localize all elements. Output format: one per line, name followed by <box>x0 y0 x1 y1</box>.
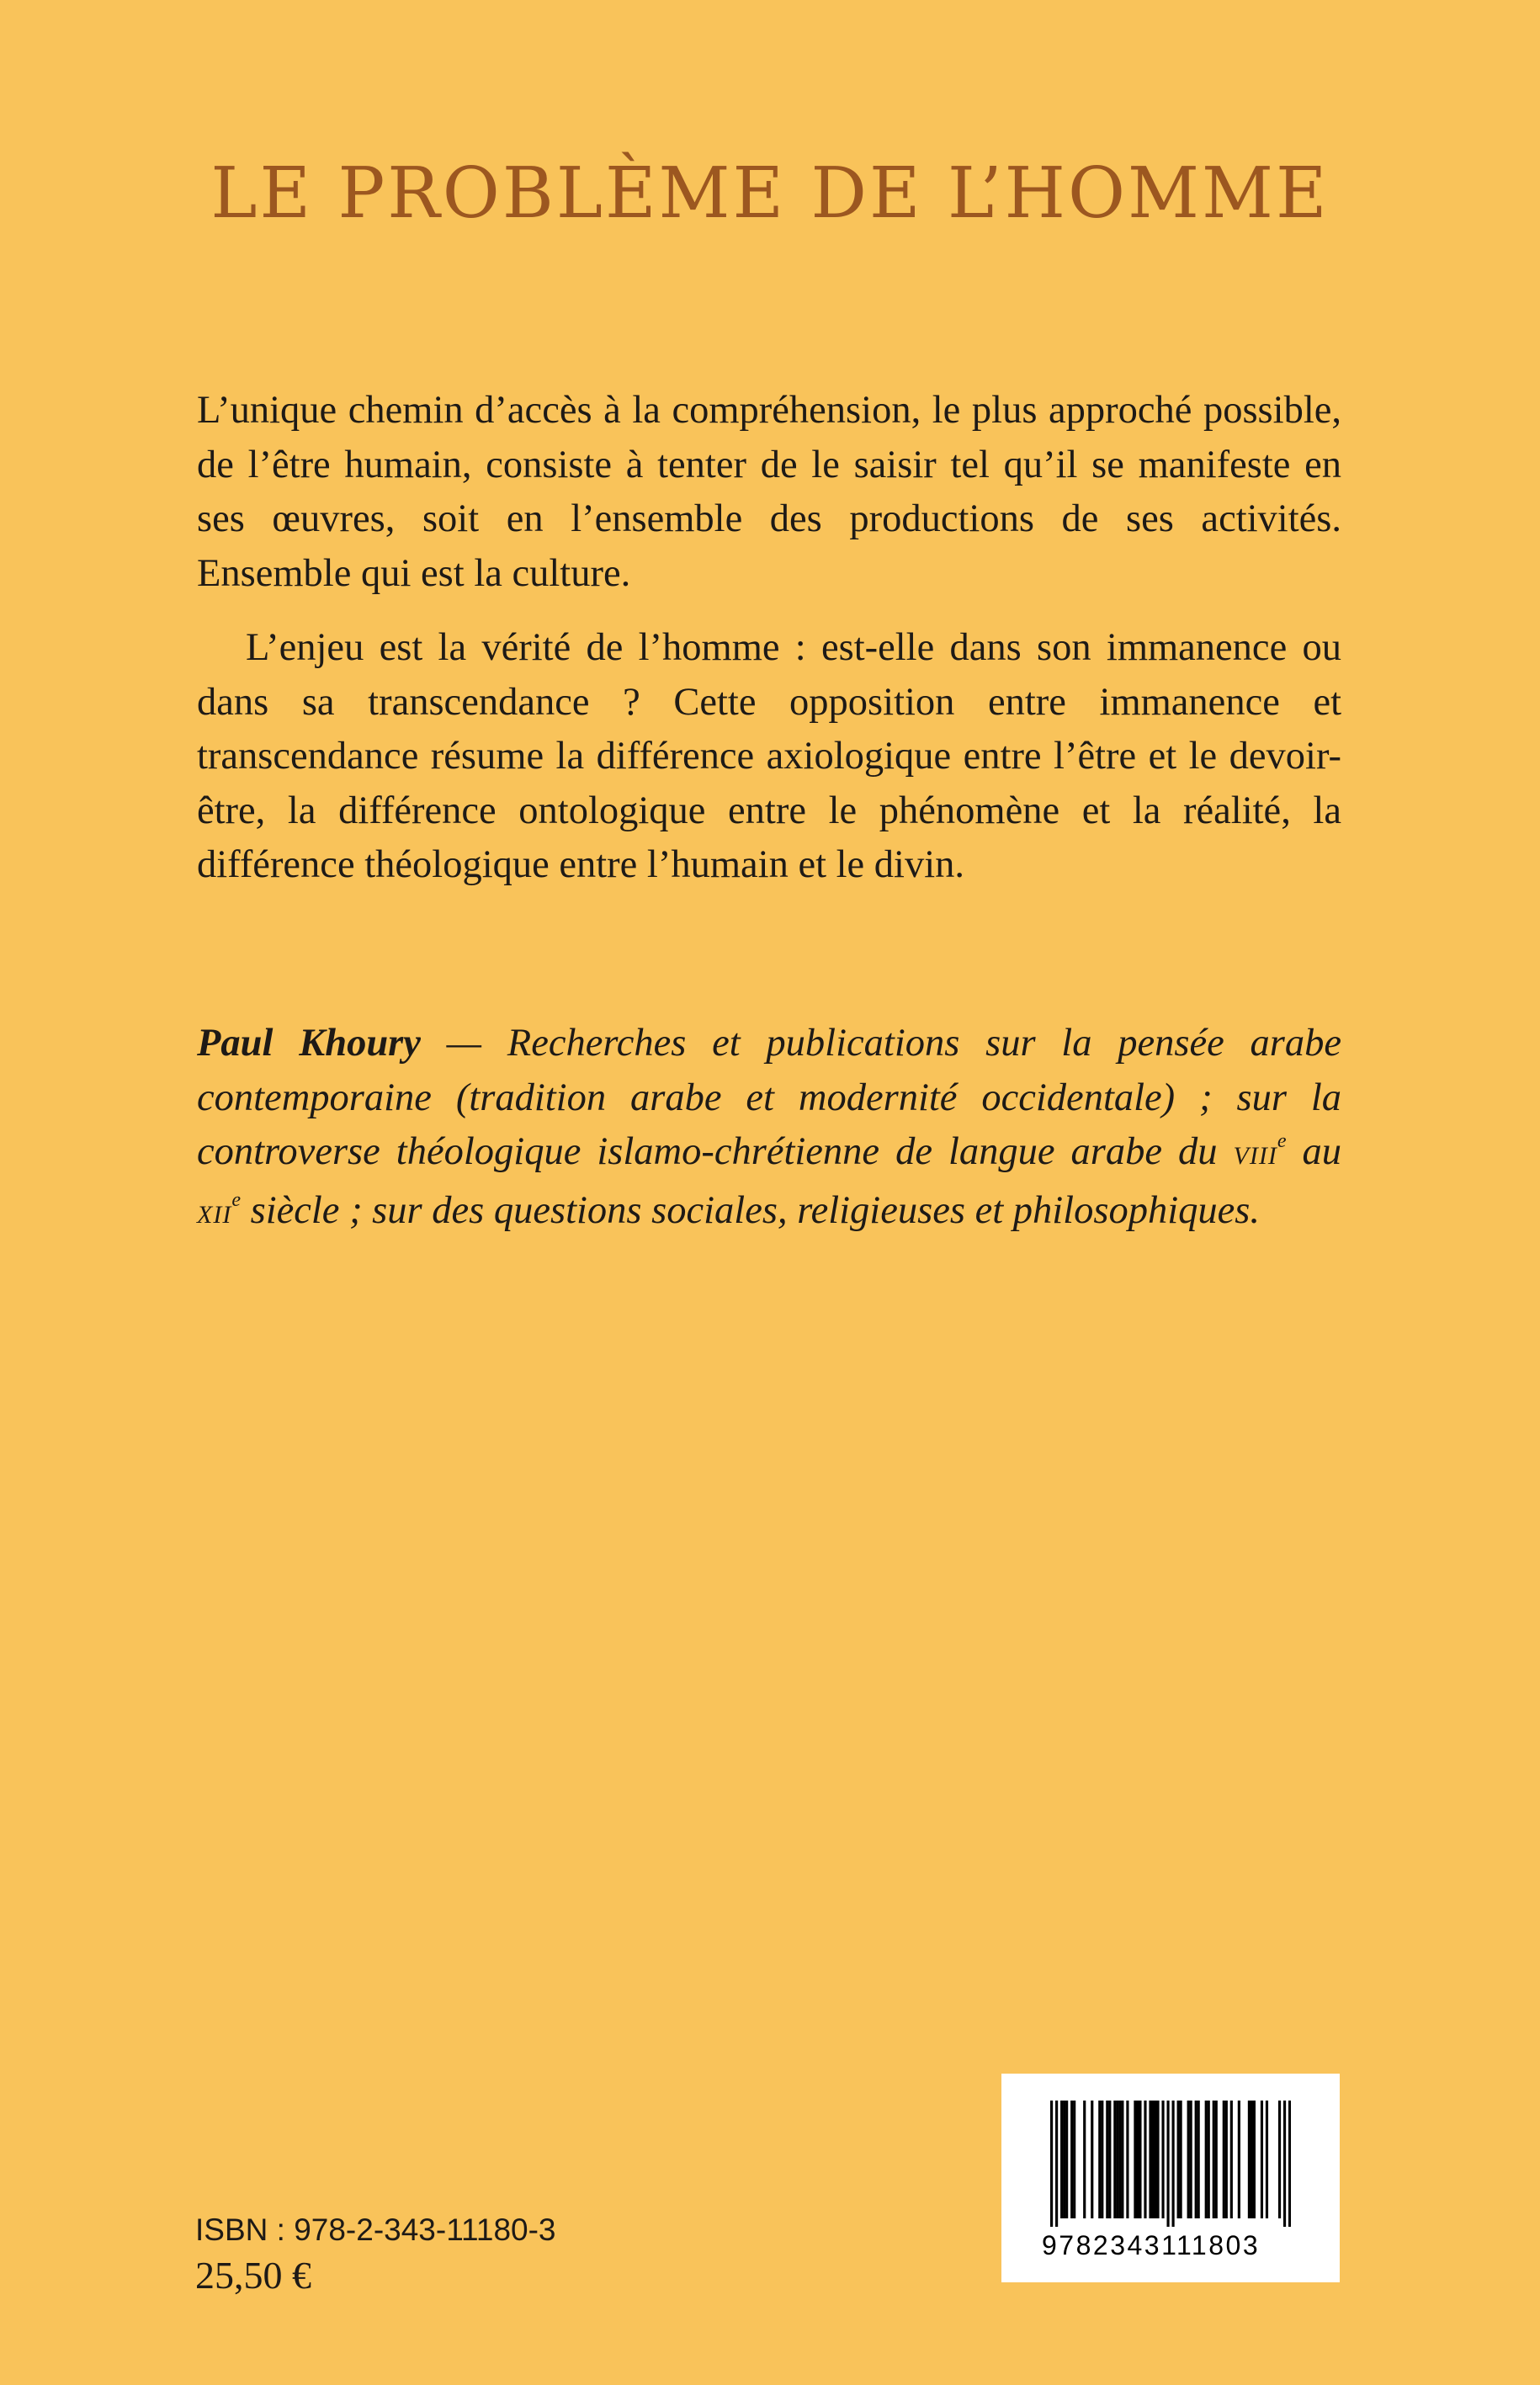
barcode-bar <box>1121 2101 1123 2218</box>
bio-text-2: au <box>1286 1130 1342 1173</box>
barcode-bar <box>1288 2101 1291 2227</box>
barcode-bar <box>1154 2101 1156 2218</box>
century-end-suffix: e <box>231 1188 241 1211</box>
barcode-bar <box>1065 2101 1068 2218</box>
barcode-bar <box>1101 2101 1103 2218</box>
author-name: Paul Khoury <box>197 1022 421 1065</box>
barcode-bar <box>1205 2101 1208 2218</box>
description-paragraph-2: L’enjeu est la vérité de l’homme : est-elle dans son immanence ou dans sa transcendance ? Cette opposition entre immanence et transcendance résume la différence axiologique entre l’être et le devoir-être, la différence ontologique entre le phénomène et la réalité, la différence théologique entre l’humain et le divin. <box>197 626 1341 886</box>
book-title: LE PROBLÈME DE L’HOMME <box>210 152 1330 234</box>
barcode-bar <box>1116 2101 1118 2218</box>
barcode-bar <box>1253 2101 1256 2218</box>
barcode-bar <box>1060 2101 1063 2218</box>
barcode-bar <box>1126 2101 1128 2218</box>
century-start: VIII <box>1233 1142 1277 1170</box>
barcode <box>1001 2074 1340 2282</box>
barcode-bar <box>1113 2101 1116 2218</box>
barcode-bar <box>1151 2101 1154 2218</box>
barcode-bar <box>1149 2101 1151 2218</box>
barcode-bar <box>1055 2101 1058 2227</box>
century-end: XII <box>197 1200 232 1229</box>
barcode-bar <box>1223 2101 1225 2218</box>
barcode-bar <box>1083 2101 1086 2218</box>
barcode-bar <box>1266 2101 1268 2218</box>
bio-text-3: siècle ; sur des questions sociales, religieuses et philosophiques. <box>240 1188 1260 1232</box>
barcode-bar <box>1139 2101 1141 2218</box>
barcode-bar <box>1050 2101 1053 2227</box>
barcode-bar <box>1161 2101 1164 2218</box>
barcode-bar <box>1091 2101 1093 2218</box>
barcode-bar <box>1230 2101 1233 2218</box>
barcode-bar <box>1180 2101 1182 2218</box>
barcode-bar <box>1156 2101 1159 2218</box>
barcode-bar <box>1208 2101 1210 2218</box>
price: 25,50 € <box>195 2254 311 2297</box>
barcode-bar <box>1187 2101 1190 2218</box>
barcode-bar <box>1134 2101 1136 2218</box>
barcode-bar <box>1261 2101 1263 2218</box>
barcode-bar <box>1238 2101 1240 2218</box>
century-start-suffix: e <box>1277 1130 1287 1152</box>
barcode-bar <box>1225 2101 1228 2218</box>
barcode-bars <box>1050 2101 1291 2227</box>
author-bio <box>197 1017 1341 1242</box>
description-paragraph-1: L’unique chemin d’accès à la compréhension, le plus approché possible, de l’être humain, consiste à tenter de le saisir tel qu’il se manifeste en ses œuvres, soit en l’ensemble des productions de ses activités. Ensemble qui est la culture. <box>197 389 1341 595</box>
barcode-bar <box>1248 2101 1251 2218</box>
isbn: ISBN : 978-2-343-11180-3 <box>195 2212 556 2247</box>
barcode-bar <box>1108 2101 1111 2218</box>
barcode-bar <box>1177 2101 1180 2218</box>
barcode-bar <box>1278 2101 1281 2218</box>
book-description <box>197 384 1341 893</box>
barcode-bar <box>1073 2101 1075 2218</box>
barcode-bar <box>1144 2101 1146 2218</box>
barcode-bar <box>1215 2101 1218 2218</box>
barcode-bar <box>1251 2101 1253 2218</box>
barcode-bar <box>1136 2101 1139 2218</box>
barcode-bar <box>1213 2101 1215 2218</box>
barcode-bar <box>1190 2101 1192 2218</box>
barcode-bar <box>1070 2101 1073 2218</box>
barcode-bar <box>1106 2101 1108 2218</box>
barcode-bar <box>1172 2101 1175 2227</box>
bio-dash: — <box>420 1022 507 1065</box>
barcode-bar <box>1283 2101 1286 2227</box>
bio-text-1: Recherches et publications sur la pensée arabe contemporaine (tradition arabe et modernité occidentale) ; sur la controverse théologique islamo-chrétienne de langue arabe du <box>197 1022 1341 1173</box>
barcode-bar <box>1063 2101 1065 2218</box>
barcode-bar <box>1118 2101 1121 2218</box>
barcode-bar <box>1098 2101 1101 2218</box>
barcode-bar <box>1195 2101 1197 2218</box>
barcode-bar <box>1197 2101 1200 2218</box>
barcode-digits: 9782343111803 <box>1042 2230 1261 2260</box>
barcode-bar <box>1166 2101 1169 2227</box>
